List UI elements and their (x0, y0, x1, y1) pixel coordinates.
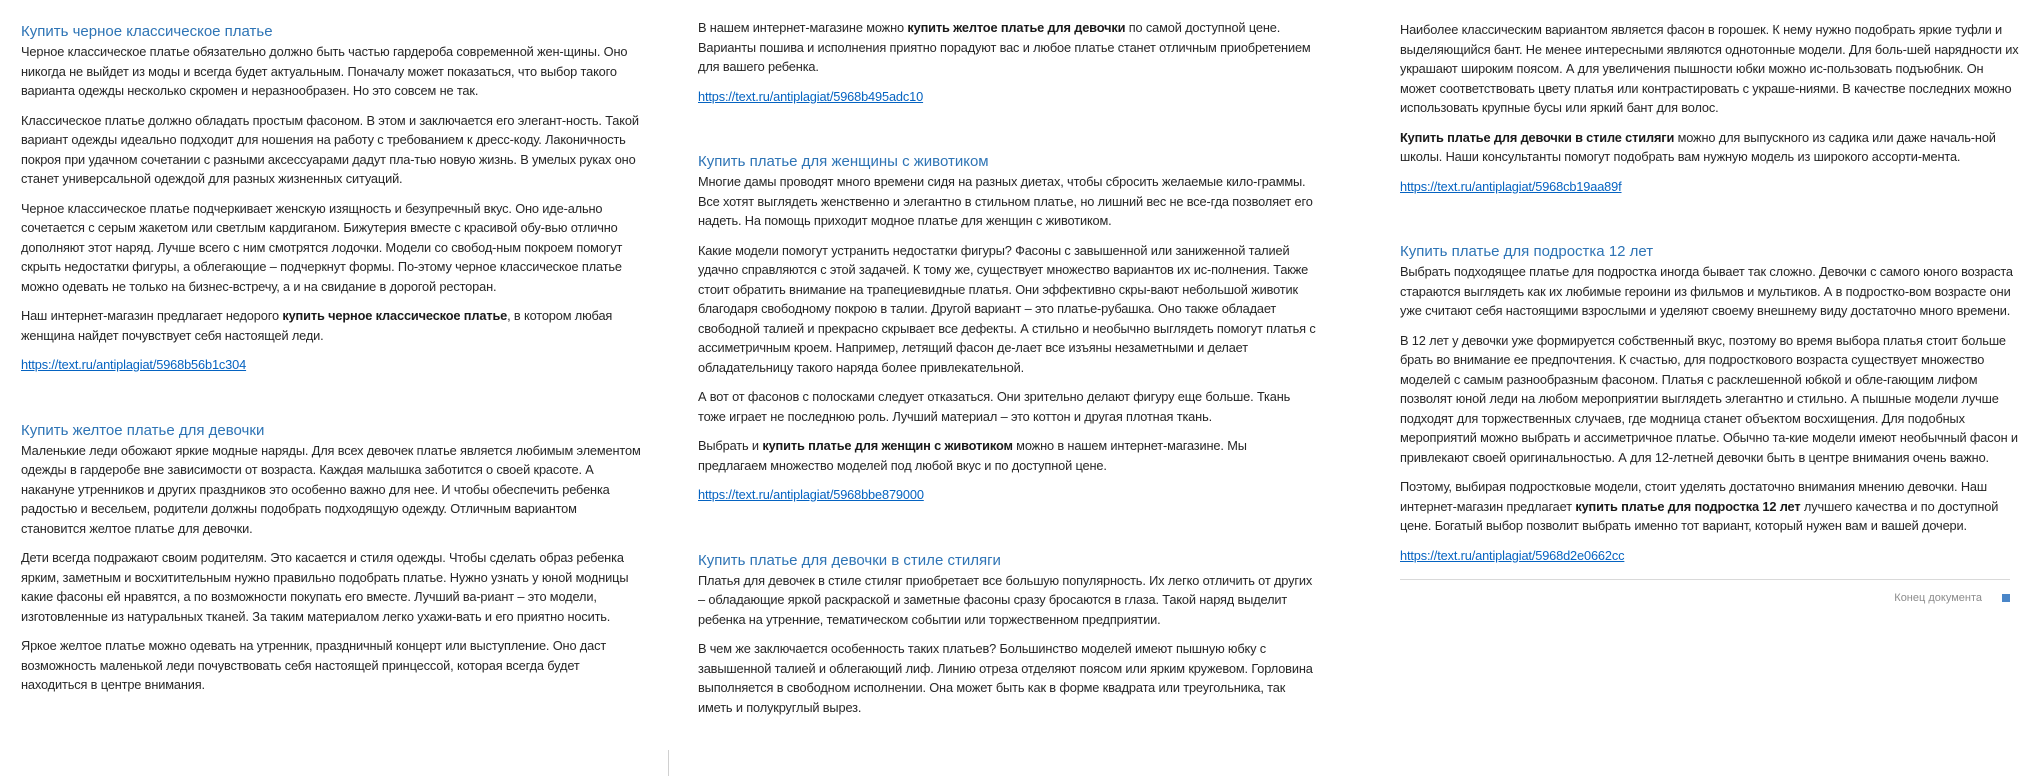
end-of-document-marker-icon (2002, 594, 2010, 602)
link-paragraph (698, 485, 1318, 505)
paragraph (21, 306, 641, 345)
document-page-3 (1352, 0, 2026, 776)
paragraph: Черное классическое платье подчеркивает женскую изящность и безупречный вкус. Оно иде-ально сочетается с серым жакетом или светлым кардиганом. Бижутерия вместе с красивой обу-вью отлично дополняют этот наряд. Лучше всего с ним смотрятся лодочки. Модели со свобод-ным покроем помогут скрыть недостатки фигуры, а облегающие – подчеркнут формы. По-этому черное классическое платье можно одевать не только на бизнес-встречу, а и на свидание в дорогой ресторан. (21, 200, 623, 294)
paragraph: Наиболее классическим вариантом является фасон в горошек. К нему нужно подобрать яркие туфли и выделяющийся бант. Не менее интересными являются однотонные модели. Для боль-шей нарядности их украшают широким поясом. А для увеличения пышности юбки можно ис-пользовать подъюбник. Он может соответствовать цвету платья или контрастировать с украше-ниями. В качестве последних можно использовать крупные бусы или яркий бант для волос. (1400, 22, 2019, 115)
document-page-2 (678, 0, 1338, 776)
paragraph: Классическое платье должно обладать простым фасоном. В этом и заключается его элегант-ность. Такой вариант одежды идеально подходит для ношения на работу с требованием к дресс-коду. Лаконичность покроя при удачном сочетании с разными аксессуарами дадут пла-тью новую жизнь. В умелых руках оно станет универсальной одеждой для разных жизненных ситуаций. (21, 112, 639, 186)
paragraph: Маленькие леди обожают яркие модные наряды. Для всех девочек платье является любимым элементом одежды в гардеробе вне зависимости от возраста. Каждая малышка заботится о своей красоте. А накануне утренников и других праздников это особенно важно для нее. И чтобы обеспечить ребенка радостью и весельем, родители должны подобрать подходящую одежду. Отличным вариантом становится желтое платье для девочки. (21, 442, 641, 536)
section-heading-stilyagi-dress: Купить платье для девочки в стиле стиляги (698, 551, 1001, 569)
paragraph: Яркое желтое платье можно одевать на утренник, праздничный концерт или выступление. Оно даст возможность маленькой леди почувствовать себя настоящей принцессой, которая всегда будет находиться в центре внимания. (21, 638, 607, 692)
section-heading-dress-tummy: Купить платье для женщины с животиком (698, 153, 989, 170)
document-page-1 (0, 0, 650, 776)
paragraph (698, 436, 1318, 475)
link-paragraph (1400, 177, 2020, 197)
paragraph (1400, 128, 2020, 167)
page-separator (668, 750, 669, 776)
paragraph: Выбрать подходящее платье для подростка иногда бывает так сложно. Девочки с самого юного возраста стараются выглядеть как их любимые героини из фильмов и мультиков. А в подростко-вом возрасте они уже считают себя настоящими взрослыми и уделяют своему внешнему виду достаточно много времени. (1400, 264, 2013, 318)
antiplagiat-link[interactable]: https://text.ru/antiplagiat/5968d2e0662cc (1400, 547, 1625, 563)
link-paragraph (1400, 546, 2020, 566)
keyword-bold: Купить платье для девочки в стиле стиляги (1400, 129, 1675, 145)
section-heading-teen-dress: Купить платье для подростка 12 лет (1400, 243, 1654, 260)
section-heading-yellow-dress: Купить желтое платье для девочки (21, 421, 265, 439)
end-of-document-rule (1400, 579, 2010, 610)
page-1-content (21, 22, 641, 695)
paragraph: Платья для девочек в стиле стиляг приобретает все большую популярность. Их легко отличить от других – обладающие яркой раскраской и заметные фасоны сразу бросаются в глаза. Такой наряд выделит ребенка на утренние, тематическом событии или торжественном предприятии. (698, 572, 1313, 627)
section-heading-black-dress: Купить черное классическое платье (21, 23, 273, 40)
paragraph: Черное классическое платье обязательно должно быть частью гардероба современной жен-щины. Оно никогда не выйдет из моды и всегда будет актуальным. Поначалу может показаться, что выбор такого варианта одежды несколько скромен и неразнообразен. Но это совсем не так. (21, 44, 628, 98)
antiplagiat-link[interactable]: https://text.ru/antiplagiat/5968b495adc10 (698, 88, 924, 104)
text-run: Наш интернет-магазин предлагает недорого (21, 308, 283, 323)
antiplagiat-link[interactable]: https://text.ru/antiplagiat/5968b56b1c304 (21, 357, 247, 372)
text-run: по самой доступной цене. Варианты пошива и исполнения приятно порадуют вас и любое платье станет отличным приобретением для вашего ребенка. (698, 20, 1311, 74)
paragraph (698, 18, 1318, 77)
paragraph: Какие модели помогут устранить недостатки фигуры? Фасоны с завышенной или заниженной талией удачно справляются с этой задачей. К тому же, существует множество вариантов их ис-полнения. Также стоит обратить внимание на трапециевидные платья. Они эффективно скры-вают небольшой животик благодаря свободному покрою в талии. Другой вариант – это платье-рубашка. Оно также обладает свободной талией и прекрасно скрывает все дефекты. А стильно и необычно выглядеть помогут платья с ассиметричным кроем. Например, летящий фасон де-лает все изъяны незаметными и делает обладательницу такого наряда более привлекательной. (698, 242, 1316, 375)
text-run: лучшего качества и по доступной цене. Богатый выбор позволит выбрать именно тот вариант, который нужен вам и вашей дочери. (1400, 498, 1999, 533)
text-run: , в котором любая женщина найдет почувствует себя настоящей леди. (21, 308, 613, 343)
paragraph: Многие дамы проводят много времени сидя на разных диетах, чтобы сбросить желаемые кило-граммы. Все хотят выглядеть женственно и элегантно в стильном платье, но лишний вес не все-гда позволяет его надеть. На помощь приходит модное платье для женщин с животиком. (698, 174, 1313, 228)
keyword-bold: купить платье для подростка 12 лет (1575, 498, 1801, 514)
keyword-bold: купить платье для женщин с животиком (762, 438, 1013, 453)
page-2-content (698, 18, 1318, 717)
paragraph: В 12 лет у девочки уже формируется собственный вкус, поэтому во время выбора платья стоит больше брать во внимание ее предпочтения. К счастью, для подросткового возраста существует множество моделей с самым разнообразным фасоном. Платья с расклешенной юбкой и обле-гающим лифом позволят юной леди на любом мероприятии выглядеть элегантно и стильно. А пышные модели лучше подходят для торжественных случаев, где модница станет объектом восхищения. Для подобных мероприятий можно выбрать и ассиметричное платье. Обычно та-кие модели имеют необычный фасон и привлекают своей оригинальностью. А для 12-летней девочки быть в центре внимания очень важно. (1400, 332, 2018, 465)
page-3-content (1400, 20, 2020, 610)
antiplagiat-link[interactable]: https://text.ru/antiplagiat/5968cb19aa89f (1400, 178, 1622, 194)
keyword-bold: купить черное классическое платье (282, 308, 508, 323)
text-run: В нашем интернет-магазине можно (698, 20, 908, 35)
paragraph: А вот от фасонов с полосками следует отказаться. Они зрительно делают фигуру еще больше. Ткань тоже играет не последнюю роль. Лучший материал – это коттон и другая плотная ткань. (698, 389, 1291, 424)
paragraph: Дети всегда подражают своим родителям. Это касается и стиля одежды. Чтобы сделать образ ребенка ярким, заметным и восхитительным нужно правильно подобрать платье. Нужно узнать у юной модницы какие фасоны ей нравятся, а по возможности покупать его вместе. Лучший ва-риант – это модели, изготовленные из натуральных тканей. За таким материалом легко ухажи-вать и его приятно носить. (21, 550, 629, 624)
text-run: можно для выпускного из садика или даже началь-ной школы. Наши консультанты помогут подобрать вам нужную модель из широкого ассорти-мента. (1400, 129, 1996, 164)
end-of-document-label: Конец документа (1894, 592, 1982, 604)
keyword-bold: купить желтое платье для девочки (907, 20, 1126, 35)
text-run: Выбрать и (698, 438, 763, 453)
paragraph: В чем же заключается особенность таких платьев? Большинство моделей имеют пышную юбку с завышенной талией и облегающий лиф. Линию отреза отделяют поясом или ярким кружевом. Горловина выполняется в свободном исполнении. Она может быть как в форме квадрата или треугольника, так иметь и полукруглый вырез. (698, 641, 1313, 715)
link-paragraph (21, 355, 641, 375)
antiplagiat-link[interactable]: https://text.ru/antiplagiat/5968bbe879000 (698, 487, 924, 502)
text-run: можно в нашем интернет-магазине. Мы предлагаем множество моделей под любой вкус и по доступной цене. (698, 438, 1247, 473)
link-paragraph (698, 87, 1318, 107)
text-run: Поэтому, выбирая подростковые модели, стоит уделять достаточно внимания мнению девочки. Наш интернет-магазин предлагает (1400, 479, 1987, 514)
paragraph (1400, 477, 2020, 536)
